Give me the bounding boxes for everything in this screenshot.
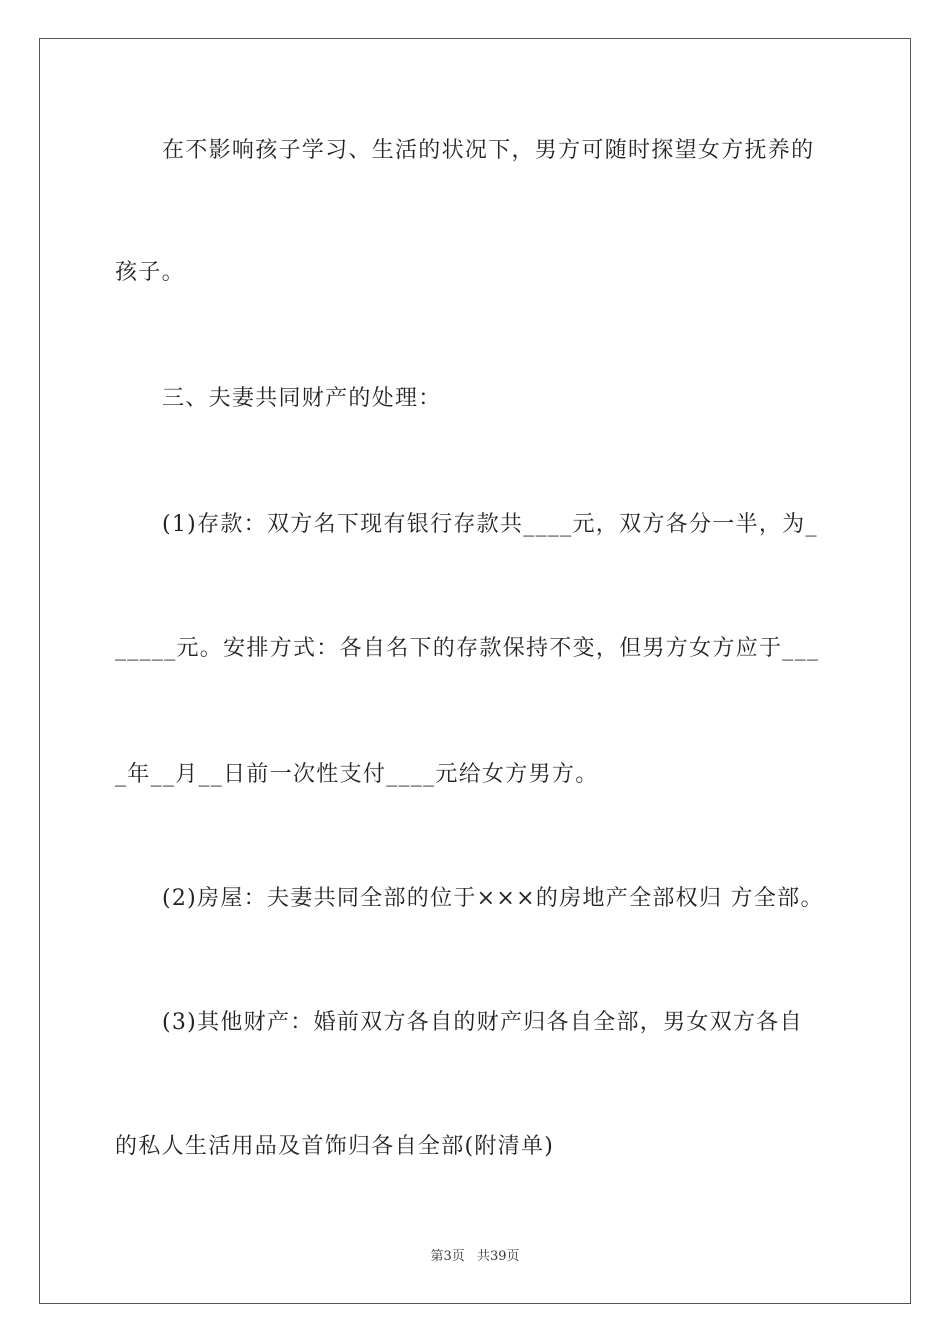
page-number-current: 第3页 [430, 1249, 465, 1264]
paragraph-line: (1)存款：双方名下现有银行存款共____元，双方各分一半，为_ [162, 512, 818, 537]
paragraph-line: 在不影响孩子学习、生活的状况下，男方可随时探望女方抚养的 [162, 138, 815, 163]
paragraph-line: (2)房屋：夫妻共同全部的位于×××的房地产全部权归 方全部。 [162, 886, 824, 911]
paragraph-line: (3)其他财产：婚前双方各自的财产归各自全部，男女双方各自 [162, 1010, 803, 1035]
paragraph-line: 的私人生活用品及首饰归各自全部(附清单) [115, 1134, 555, 1159]
paragraph-line: 孩子。 [115, 260, 185, 285]
section-heading: 三、夫妻共同财产的处理： [162, 386, 442, 411]
paragraph-line: _____元。安排方式：各自名下的存款保持不变，但男方女方应于___ [115, 636, 820, 661]
paragraph-line: _年__月__日前一次性支付____元给女方男方。 [115, 762, 599, 787]
page-border [39, 38, 911, 1304]
page-footer [0, 1248, 950, 1266]
page-number-total: 共39页 [476, 1249, 520, 1264]
